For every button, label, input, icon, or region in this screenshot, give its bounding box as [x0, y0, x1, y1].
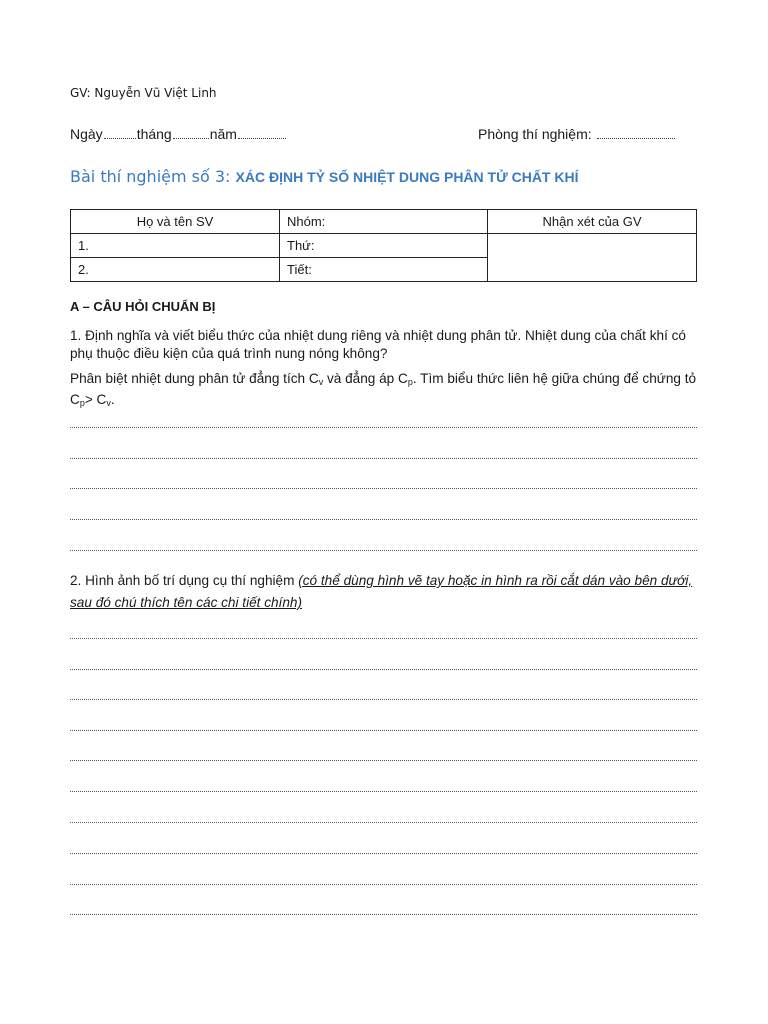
answer-line-3[interactable]: [70, 488, 697, 489]
student-info-table: [70, 209, 697, 282]
title-prefix: Bài thí nghiệm số 3:: [70, 167, 236, 186]
subscript-v-2: v: [106, 398, 111, 408]
teacher-comment-cell[interactable]: [488, 234, 697, 282]
question-1b: [70, 370, 698, 412]
drawing-line-5[interactable]: [70, 760, 697, 761]
student-2-cell[interactable]: 2.: [71, 258, 280, 282]
answer-line-2[interactable]: [70, 458, 697, 459]
drawing-line-2[interactable]: [70, 669, 697, 670]
year-label: năm: [209, 126, 237, 142]
section-a-heading: A – CÂU HỎI CHUẨN BỊ: [70, 299, 216, 314]
drawing-line-6[interactable]: [70, 791, 697, 792]
header-group[interactable]: Nhóm:: [280, 210, 488, 234]
period-cell[interactable]: Tiết:: [280, 258, 488, 282]
drawing-line-1[interactable]: [70, 638, 697, 639]
drawing-line-7[interactable]: [70, 822, 697, 823]
answer-line-1[interactable]: [70, 427, 697, 428]
room-label: Phòng thí nghiệm:: [478, 126, 596, 142]
q1b-text-3: . Tìm biểu thức liên hệ giữa chúng để chứng tỏ C: [70, 371, 697, 407]
q1b-text-4: > C: [84, 392, 107, 407]
q1b-text-1: Phân biệt nhiệt dung phân tử đẳng tích C: [70, 371, 319, 386]
drawing-line-3[interactable]: [70, 699, 697, 700]
subscript-v: v: [318, 377, 324, 387]
header-comment: Nhận xét của GV: [488, 210, 697, 234]
lab-room: [478, 126, 676, 142]
drawing-line-8[interactable]: [70, 853, 697, 854]
year-blank[interactable]: [238, 128, 286, 139]
q1b-text-5: .: [110, 392, 115, 407]
drawing-line-9[interactable]: [70, 884, 697, 885]
header-student: Họ và tên SV: [71, 210, 280, 234]
day-blank[interactable]: [104, 128, 136, 139]
day-label: Ngày: [70, 126, 103, 142]
q2-text: 2. Hình ảnh bố trí dụng cụ thí nghiệm: [70, 573, 299, 588]
subscript-p: p: [407, 377, 413, 387]
month-blank[interactable]: [173, 128, 209, 139]
q2-instruction: (có thể dùng hình vẽ tay hoặc in hình ra rồi cắt dán vào bên dưới, sau đó chú thích tên các chi tiết chính): [70, 573, 693, 610]
student-1-cell[interactable]: 1.: [71, 234, 280, 258]
title-main: XÁC ĐỊNH TỶ SỐ NHIỆT DUNG PHÂN TỬ CHẤT KHÍ: [235, 169, 579, 185]
q1b-text-2: và đẳng áp C: [323, 371, 408, 386]
question-1: 1. Định nghĩa và viết biểu thức của nhiệt dung riêng và nhiệt dung phân tử. Nhiệt dung của chất khí có phụ thuộc điều kiện của quá trình nung nóng không?: [70, 328, 686, 361]
question-2: [70, 570, 698, 614]
drawing-line-4[interactable]: [70, 730, 697, 731]
experiment-title: [70, 167, 578, 186]
date-row: [70, 126, 698, 142]
teacher-name: GV: Nguyễn Vũ Việt Linh: [70, 86, 217, 100]
weekday-cell[interactable]: Thứ:: [280, 234, 488, 258]
answer-line-4[interactable]: [70, 519, 697, 520]
subscript-p-2: p: [79, 398, 85, 408]
room-blank[interactable]: [597, 128, 675, 139]
month-label: tháng: [136, 126, 172, 142]
answer-line-5[interactable]: [70, 550, 697, 551]
drawing-line-10[interactable]: [70, 914, 697, 915]
